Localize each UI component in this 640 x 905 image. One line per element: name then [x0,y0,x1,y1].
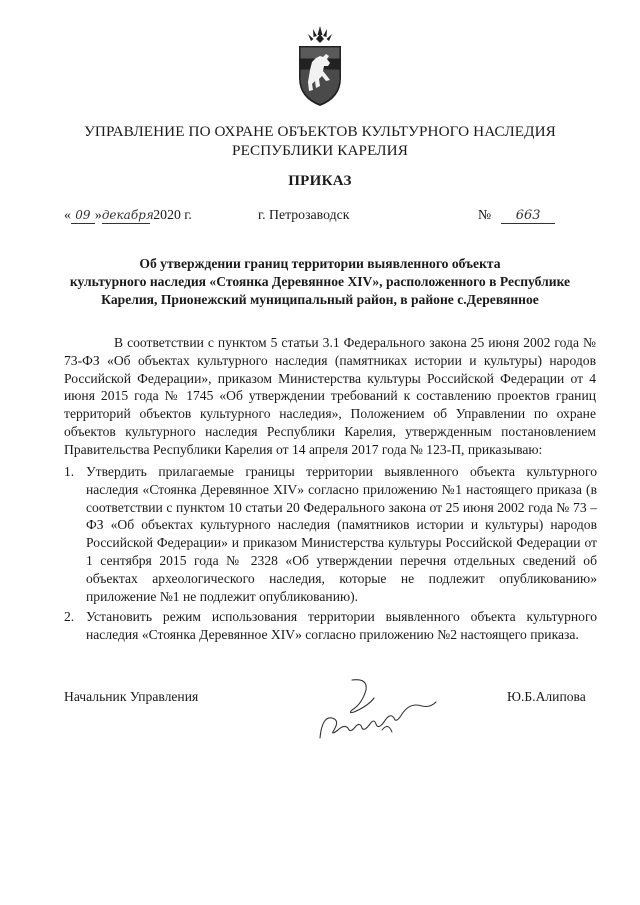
authority-line-2: РЕСПУБЛИКИ КАРЕЛИЯ [232,142,408,159]
date-open-quote: « [64,207,71,222]
order-date [64,203,192,227]
order-item-1 [64,463,597,605]
coat-of-arms-icon [296,26,344,108]
item-number: 1. [64,464,75,479]
subject-line-2: культурного наследия «Стоянка Деревянное XIV», расположенного в Республике [69,274,571,289]
number-value: 663 [501,208,555,224]
date-year: 2020 г. [153,207,192,222]
order-subject [40,255,600,309]
preamble-paragraph: В соответствии с пунктом 5 статьи 3.1 Федерального закона 25 июня 2002 года № 73-ФЗ «Об объектах культурного наследия (памятниках истории и культуры) народов Российской Федерации», приказом Министерства культуры Российской Федерации от 4 июня 2015 года № 1745 «Об утверждении требований к составлению проектов границ территорий объектов культурного наследия», Положением об Управлении по охране объектов культурного наследия Республики Карелия, утвержденным постановлением Правительства Республики Карелия от 14 апреля 2017 года № 123-П, приказываю: [64,335,596,457]
subject-line-3: Карелия, Прионежский муниципальный район, в районе с.Деревянное [101,292,539,307]
date-close-quote: » [94,207,102,222]
signatory-name: Ю.Б.Алипова [507,689,586,704]
subject-line-1: Об утверждении границ территории выявленного объекта [139,256,501,271]
item-number: 2. [64,609,75,624]
document-type-title: ПРИКАЗ [288,173,352,189]
date-month: декабря [101,208,154,222]
handwritten-signature [312,672,442,744]
signatory-title: Начальник Управления [64,689,199,704]
authority-line-1: УПРАВЛЕНИЕ ПО ОХРАНЕ ОБЪЕКТОВ КУЛЬТУРНОГО НАСЛЕДИЯ [84,123,556,140]
order-city: г. Петрозаводск [258,207,350,222]
date-day: 09 [71,208,95,224]
order-item-2 [64,608,597,644]
item-text: Установить режим использования территории выявленного объекта культурного наследия «Стоянка Деревянное XIV» согласно приложению №2 настоящего приказа. [86,609,597,642]
order-number [478,203,555,227]
item-text: Утвердить прилагаемые границы территории выявленного объекта культурного наследия «Стоянка Деревянное XIV» согласно приложению №1 настоящего приказа (в соответствии с пунктом 10 статьи 20 Федерального закона от 25 июня 2002 года № 73 – ФЗ «Об объектах культурного наследия (памятников истории и культуры) народов Российской Федерации» и приказом Министерства культуры Российской Федерации от 1 сентября 2015 года № 2328 «Об утверждении перечня отдельных сведений об объектах археологического наследия, которые не подлежит опубликованию» приложение №1 не подлежит опубликованию). [86,464,597,604]
authority-title [40,122,600,160]
number-label: № [478,207,492,222]
